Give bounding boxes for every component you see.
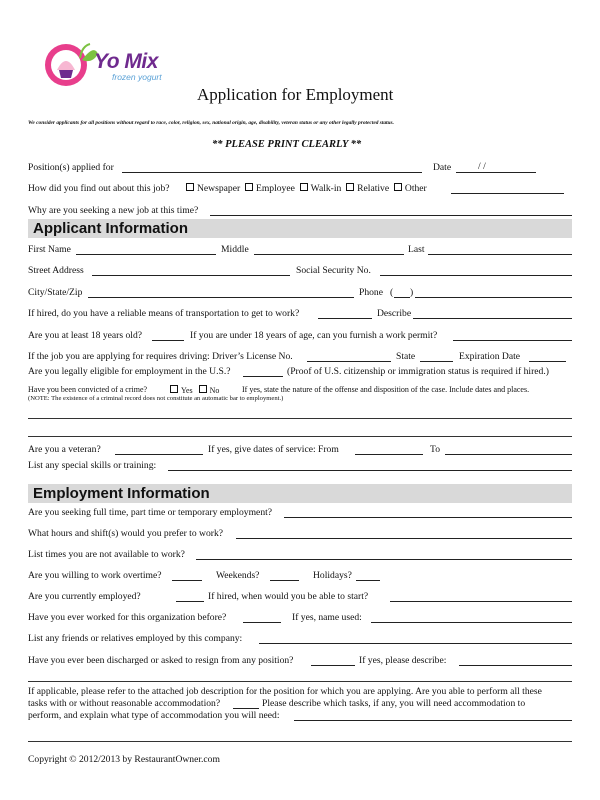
crime-no-label: No: [209, 386, 220, 395]
phone-area-open: (: [390, 287, 394, 298]
veteran-field[interactable]: [115, 454, 203, 455]
seeking-field[interactable]: [284, 517, 572, 518]
skills-label: List any special skills or training:: [28, 460, 157, 471]
find-label: How did you find out about this job?: [28, 183, 170, 194]
age18-label: Are you at least 18 years old?: [28, 330, 143, 341]
employee-option: Employee: [255, 183, 295, 194]
employee-checkbox[interactable]: [245, 183, 295, 194]
state-label: State: [396, 351, 416, 362]
employment-section-header: [28, 484, 572, 503]
position-label: Position(s) applied for: [28, 162, 114, 173]
name-used-label: If yes, name used:: [292, 612, 362, 623]
relative-option: Relative: [357, 183, 390, 194]
expiration-label: Expiration Date: [459, 351, 521, 362]
logo-name: Yo Mix: [94, 50, 158, 73]
copyright: Copyright © 2012/2013 by RestaurantOwner.com: [28, 754, 220, 765]
discharged-details-line[interactable]: [28, 681, 572, 682]
discharged-describe-label: If yes, please describe:: [359, 655, 447, 666]
service-to-label: To: [430, 444, 440, 455]
crime-if-yes-label: If yes, state the nature of the offense and disposition of the case. Include dates and places.: [242, 385, 530, 394]
position-field[interactable]: [122, 172, 422, 173]
ssn-label: Social Security No.: [296, 265, 371, 276]
overtime-label: Are you willing to work overtime?: [28, 570, 162, 581]
eligible-field[interactable]: [243, 376, 283, 377]
not-available-label: List times you are not available to work?: [28, 549, 185, 560]
ssn-field[interactable]: [380, 275, 572, 276]
newspaper-checkbox[interactable]: [186, 183, 240, 194]
accommodation-line-2b: Please describe which tasks, if any, you will need accommodation to: [262, 698, 526, 709]
date-field[interactable]: [456, 172, 536, 173]
accommodation-yesno-field[interactable]: [233, 708, 259, 709]
relative-checkbox[interactable]: [346, 183, 389, 194]
other-option: Other: [404, 183, 427, 194]
start-label: If hired, when would you be able to start?: [208, 591, 369, 602]
crime-note: (NOTE: The existence of a criminal record does not constitute an automatic bar to employment.): [28, 395, 284, 402]
service-to-field[interactable]: [445, 454, 572, 455]
service-dates-label: If yes, give dates of service: From: [208, 444, 339, 455]
page-title: Application for Employment: [197, 85, 394, 104]
other-checkbox[interactable]: [394, 183, 427, 194]
crime-no-checkbox[interactable]: [199, 386, 220, 395]
date-label: Date: [433, 162, 452, 173]
walkin-option: Walk-in: [310, 183, 342, 194]
middle-field[interactable]: [254, 254, 404, 255]
phone-area-close: ): [410, 287, 414, 298]
applicant-section-header: [28, 219, 572, 238]
crime-yes-label: Yes: [181, 386, 193, 395]
walkin-checkbox[interactable]: [300, 183, 342, 194]
why-label: Why are you seeking a new job at this time?: [28, 205, 199, 216]
other-field[interactable]: [451, 193, 564, 194]
eligible-note: (Proof of U.S. citizenship or immigration status is required if hired.): [287, 366, 549, 377]
yogurt-cup-icon: [42, 40, 100, 88]
not-available-field[interactable]: [196, 559, 572, 560]
eligible-label: Are you legally eligible for employment in the U.S.?: [28, 366, 231, 377]
crime-label: Have you been convicted of a crime?: [28, 385, 148, 394]
accommodation-line-3: perform, and explain what type of accommodation you will need:: [28, 710, 280, 721]
discharged-describe-field[interactable]: [459, 665, 572, 666]
transport-describe-field[interactable]: [413, 318, 572, 319]
middle-label: Middle: [221, 244, 249, 255]
name-used-field[interactable]: [371, 622, 572, 623]
expiration-field[interactable]: [529, 361, 566, 362]
crime-yes-checkbox[interactable]: [170, 386, 193, 395]
service-from-field[interactable]: [355, 454, 423, 455]
phone-field[interactable]: [415, 297, 572, 298]
worked-before-field[interactable]: [243, 622, 281, 623]
street-field[interactable]: [92, 275, 290, 276]
newspaper-option: Newspaper: [197, 183, 241, 194]
print-clearly-note: ** PLEASE PRINT CLEARLY **: [212, 139, 362, 150]
friends-label: List any friends or relatives employed by this company:: [28, 633, 243, 644]
transport-label: If hired, do you have a reliable means of transportation to get to work?: [28, 308, 300, 319]
city-field[interactable]: [88, 297, 354, 298]
why-field[interactable]: [210, 215, 572, 216]
license-field[interactable]: [307, 361, 391, 362]
overtime-field[interactable]: [172, 580, 202, 581]
accommodation-details-field[interactable]: [294, 720, 572, 721]
find-options: [186, 183, 427, 195]
accommodation-line-2a: tasks with or without reasonable accommodation?: [28, 698, 221, 709]
permit-field[interactable]: [453, 340, 572, 341]
state-field[interactable]: [420, 361, 453, 362]
hours-field[interactable]: [236, 538, 572, 539]
transport-field[interactable]: [318, 318, 372, 319]
holidays-label: Holidays?: [313, 570, 352, 581]
skills-field[interactable]: [168, 470, 572, 471]
hours-label: What hours and shift(s) would you prefer to work?: [28, 528, 224, 539]
age18-field[interactable]: [152, 340, 184, 341]
last-label: Last: [408, 244, 425, 255]
first-name-label: First Name: [28, 244, 71, 255]
employment-heading: Employment Information: [33, 485, 210, 502]
accommodation-details-line-2[interactable]: [28, 741, 572, 742]
discharged-field[interactable]: [311, 665, 355, 666]
eeo-disclaimer: We consider applicants for all positions without regard to race, color, religion, sex, national origin, age, disability, veteran status or any other legally protected status.: [28, 120, 394, 126]
date-slashes: / /: [478, 161, 486, 172]
accommodation-line-1: If applicable, please refer to the attached job description for the position for which you are applying. Are you able to perform all these: [28, 686, 542, 697]
weekends-label: Weekends?: [216, 570, 260, 581]
veteran-label: Are you a veteran?: [28, 444, 101, 455]
employed-field[interactable]: [176, 601, 204, 602]
street-label: Street Address: [28, 265, 84, 276]
logo-tagline: frozen yogurt: [112, 72, 162, 82]
last-field[interactable]: [428, 254, 572, 255]
permit-label: If you are under 18 years of age, can you furnish a work permit?: [190, 330, 438, 341]
holidays-field[interactable]: [356, 580, 380, 581]
first-name-field[interactable]: [76, 254, 216, 255]
seeking-label: Are you seeking full time, part time or temporary employment?: [28, 507, 273, 518]
phone-label: Phone: [359, 287, 383, 298]
license-label: If the job you are applying for requires driving: Driver’s License No.: [28, 351, 293, 362]
city-label: City/State/Zip: [28, 287, 83, 298]
company-logo: [42, 40, 192, 90]
crime-details-line-1[interactable]: [28, 418, 572, 419]
applicant-heading: Applicant Information: [33, 220, 188, 237]
employed-label: Are you currently employed?: [28, 591, 141, 602]
start-field[interactable]: [390, 601, 572, 602]
discharged-label: Have you ever been discharged or asked to resign from any position?: [28, 655, 294, 666]
weekends-field[interactable]: [270, 580, 299, 581]
crime-details-line-2[interactable]: [28, 436, 572, 437]
worked-before-label: Have you ever worked for this organization before?: [28, 612, 227, 623]
phone-area-field[interactable]: [394, 297, 410, 298]
describe-label: Describe: [377, 308, 412, 319]
friends-field[interactable]: [259, 643, 572, 644]
